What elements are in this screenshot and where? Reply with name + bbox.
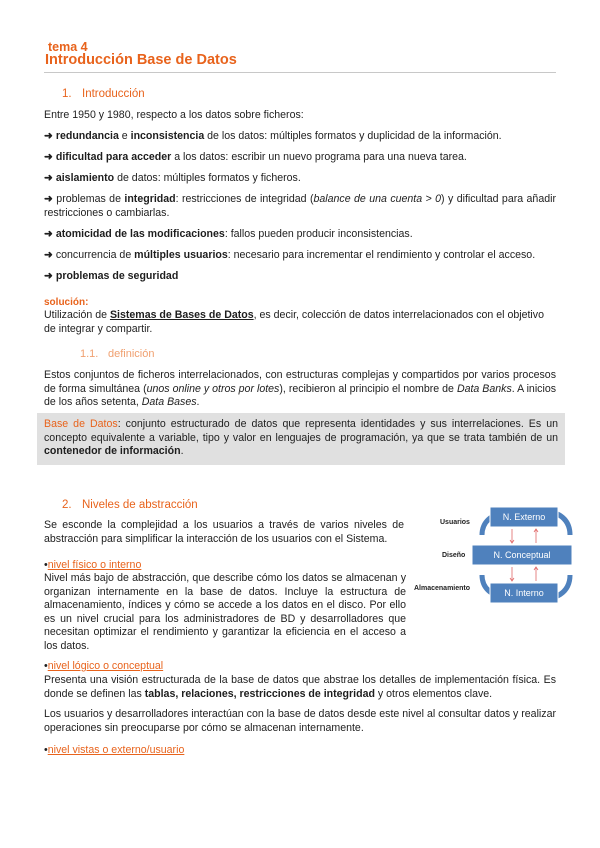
bullet-fisico: •nivel físico o interno (44, 559, 142, 571)
section-1-1-number: 1.1. (80, 348, 99, 360)
fisico-text: Nivel más bajo de abstracción, que describe cómo los datos se almacenan y organizan internamente en la base de datos. Incluye la estructura de almacenamiento, índices y cómo se accede a los datos en el disco. Por ello es un nivel crucial para los administradores de BD y desarrolladores que necesitan optimizar el rendimiento y garantizar la eficiencia en el acceso a los datos. (44, 572, 406, 652)
list-item: ➜ problemas de seguridad (44, 270, 179, 282)
arrow-icon: ➜ (44, 270, 53, 282)
almacenamiento-label: Almacenamiento (414, 585, 471, 592)
bullet-logico: •nivel lógico o conceptual (44, 660, 164, 672)
section-1-1-heading (80, 348, 154, 362)
bullet-vistas: •nivel vistas o externo/usuario (44, 744, 185, 756)
section-2-title: Niveles de abstracción (82, 499, 198, 511)
interno-label: N. Interno (504, 588, 544, 598)
arrow-icon: ➜ (44, 249, 53, 261)
definition-paragraph: Estos conjuntos de ficheros interrelacionados, con estructuras complejas y compartidos por varios procesos de forma simultánea (unos online y otros por lotes), recibieron al principio el nombre de Data Banks. A inicios de los años setenta, Data Bases. (44, 369, 557, 409)
header-divider (44, 72, 556, 73)
definition-term: Base de Datos (44, 418, 118, 430)
list-item: ➜ dificultad para acceder a los datos: escribir un nuevo programa para una nueva tarea. (44, 151, 467, 163)
solution-label: solución: (44, 297, 89, 308)
section-2-intro: Se esconde la complejidad a los usuarios a través de varios niveles de abstracción para simplificar la interacción de los usuarios con el Sistema. (44, 519, 404, 545)
logico-title: nivel lógico o conceptual (47, 660, 164, 672)
section-1-intro: Entre 1950 y 1980, respecto a los datos sobre ficheros: (44, 109, 304, 121)
solution-link: Sistemas de Bases de Datos (109, 309, 254, 321)
solution-text: Utilización de Sistemas de Bases de Datos, es decir, colección de datos interrelacionados con el objetivo de integrar y compartir. (44, 309, 544, 335)
usuarios-label: Usuarios (440, 519, 470, 526)
arrow-icon: ➜ (44, 193, 53, 205)
list-item: ➜ atomicidad de las modificaciones: fallos pueden producir inconsistencias. (44, 228, 413, 240)
page-title: Introducción Base de Datos (45, 52, 237, 68)
section-1-1-title: definición (108, 348, 155, 360)
section-1-heading (62, 88, 145, 102)
list-item: ➜ concurrencia de múltiples usuarios: necesario para incrementar el rendimiento y controlar el acceso. (44, 249, 536, 261)
logico-text: Presenta una visión estructurada de la base de datos que abstrae los detalles de implementación física. Es donde se definen las tablas, relaciones, restricciones de integridad y otros elementos clave. (44, 674, 556, 700)
list-item: ➜ problemas de integridad: restricciones de integridad (balance de una cuenta > 0) y dificultad para añadir restricciones o cambiarlas. (44, 193, 556, 219)
externo-label: N. Externo (502, 512, 546, 522)
abstraction-levels-diagram (410, 505, 575, 605)
arrow-icon: ➜ (44, 130, 53, 142)
logico-text-2: Los usuarios y desarrolladores interactúan con la base de datos desde este nivel al consultar datos y realizar operaciones sin preocuparse por cómo se almacenan internamente. (44, 708, 556, 734)
arrow-icon: ➜ (44, 228, 53, 240)
section-2-number: 2. (62, 499, 72, 511)
list-item: ➜ aislamiento de datos: múltiples formatos y ficheros. (44, 172, 301, 184)
section-1-number: 1. (62, 88, 72, 100)
definition-box-text: Base de Datos: conjunto estructurado de datos que representa identidades y sus interrelaciones. Es un concepto equivalente a variable, tipo y valor en lenguajes de programación, ya que se trata también de un contenedor de información. (44, 418, 558, 458)
list-item: ➜ redundancia e inconsistencia de los datos: múltiples formatos y duplicidad de la información. (44, 130, 502, 142)
arrow-icon: ➜ (44, 151, 53, 163)
arrow-icon: ➜ (44, 172, 53, 184)
conceptual-label: N. Conceptual (493, 550, 551, 560)
vistas-title: nivel vistas o externo/usuario (47, 744, 185, 756)
tema-label: tema 4 (48, 40, 88, 54)
section-2-heading (62, 499, 198, 513)
fisico-title: nivel físico o interno (47, 559, 142, 571)
section-1-title: Introducción (82, 88, 145, 100)
diseno-label: Diseño (442, 552, 466, 559)
